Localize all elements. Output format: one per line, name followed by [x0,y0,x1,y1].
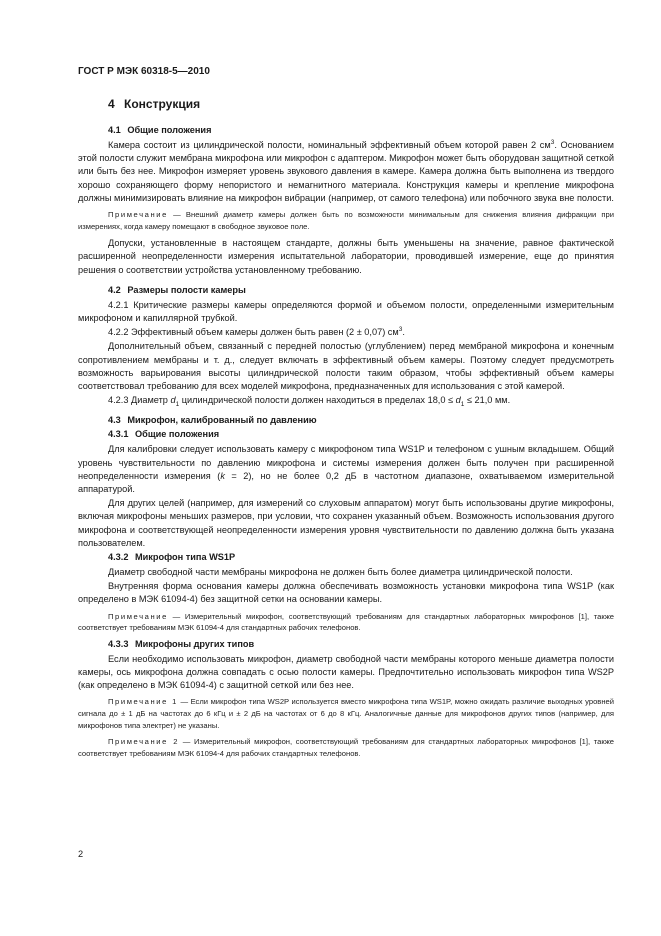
paragraph-4-3-2-2: Внутренняя форма основания камеры должна обеспечивать возможность установки микрофона типа WS1P (как определено в МЭК 61094-4) без защитной сетки на основании камеры. [78,581,614,605]
section-number: 4 [108,97,115,111]
subsection-heading-4-2 [108,285,614,295]
note-text: — Измерительный микрофон, соответствующий требованиям для стандартных лабораторных микрофонов [1], также соответствует требованиям МЭК 61094-4 для рабочих стандартных телефонов. [78,737,614,758]
document-header: ГОСТ Р МЭК 60318-5—2010 [78,66,210,77]
symbol-k: k [220,470,225,481]
subsection-title: Микрофон, калиброванный по давлению [127,415,317,426]
subscript: 1 [175,401,180,409]
note-label: Примечание [108,611,168,621]
subsection-title: Размеры полости камеры [127,284,246,295]
text-run: 4.2.3 Диаметр [108,395,171,406]
paragraph-4-2-2 [78,326,614,339]
subsection-number: 4.3 [108,415,121,426]
note-label: Примечание 2 [108,737,180,747]
text-run: Для калибровки следует использовать камеру с микрофоном типа WS1P и телефоном с ушным вкладышем. Общий уровень чувствительности по давлению микрофона и системы измерения должен быть получен при расширенной неопределенности измерения ( [78,444,614,481]
paragraph-4-2-1: 4.2.1 Критические размеры камеры определяются формой и объемом полости, определенными измерительным микрофоном и капиллярной трубкой. [78,299,614,324]
paragraph-4-1-1 [78,139,614,205]
subscript: 1 [460,401,465,409]
superscript: 3 [398,326,403,334]
subsection-title: Общие положения [135,429,220,440]
text-run: = 2), но не более 0,2 дБ в частотном диапазоне, охватываемом измерительной аппаратурой. [78,470,614,495]
text-run: ≤ 21,0 мм. [464,395,511,406]
symbol-d: d [170,395,176,406]
subsection-title: Общие положения [127,125,212,135]
symbol-d: d [455,395,461,406]
paragraph-4-3-2-1: Диаметр свободной части мембраны микрофона не должен быть более диаметра цилиндрической полости. [108,567,573,578]
subsection-number: 4.3.1 [108,429,129,440]
document-page [78,66,614,764]
paragraph-4-2-2-extra: Дополнительный объем, связанный с передней полостью (углублением) перед мембраной микрофона и конечным сопротивлением мембраны и т. д., следует включать в эффективный объем камеры. Поэтому следует предусмотреть возможность варьирования высоты цилиндрической полости таким образом, чтобы эффективный объем камеры соответствовал требованию для всех моделей микрофона, предназначенных для использования с этой камерой. [78,341,614,392]
section-title [108,97,614,111]
note-4-3-3-2 [78,736,614,759]
note-4-1 [78,209,614,232]
superscript: 3 [550,138,555,146]
text-run: цилиндрической полости должен находиться в пределах 18,0 ≤ [179,395,456,406]
page-number: 2 [78,849,84,859]
note-4-3-3-1 [78,696,614,731]
subsection-number: 4.3.2 [108,552,129,563]
subsection-number: 4.3.3 [108,638,129,649]
note-4-3-2 [78,611,614,634]
note-text: — Если микрофон типа WS2P используется вместо микрофона типа WS1P, можно ожидать различие выходных уровней сигнала до ± 1 дБ на частотах до 6 кГц и ± 2 дБ на частотах от 6 до 8 кГц. Аналогичные данные для микрофонов других типов (например, для микрофонов типа электрет) не указаны. [78,697,614,730]
text-run: 4.2.2 Эффективный объем камеры должен быть равен (2 ± 0,07) см [108,327,399,338]
subsection-heading-4-3-2 [108,552,614,562]
subsection-title: Микрофоны других типов [135,638,255,649]
subsection-heading-4-3 [108,415,614,425]
note-label: Примечание 1 [108,697,178,707]
note-text: — Внешний диаметр камеры должен быть по возможности минимальным для снижения влияния дифракции при измерениях, когда камеру помещают в свободное звуковое поле. [78,210,614,231]
subsection-number: 4.2 [108,284,121,295]
note-text: — Измерительный микрофон, соответствующий требованиям для стандартных лабораторных микрофонов [1], также соответствует требованиям МЭК 61094-4 для стандартных рабочих телефонов. [78,611,614,633]
paragraph-4-2-3 [78,394,614,407]
subsection-title: Микрофон типа WS1P [135,552,236,563]
text-run: . Основанием этой полости служит мембрана микрофона или микрофон с адаптером. Микрофон может быть оборудован защитной сеткой или быть без нее. Микрофон измеряет уровень звукового давления в камере. Камера должна быть выполнена из твердого хорошо сохраняющего форму непористого и немагнитного материала. Конструкция камеры и крепление микрофона должны минимизировать влияние на микрофон вибрации (например, от самого телефона) или побочного звука вне полости. [78,140,614,203]
subsection-heading-4-1 [108,125,614,135]
paragraph-4-3-1-1 [78,443,614,496]
note-label: Примечание [108,210,168,220]
text-run: . [402,327,405,338]
subsection-number: 4.1 [108,125,121,135]
paragraph-4-3-1-2: Для других целей (например, для измерений со слуховым аппаратом) могут быть использованы другие микрофоны, включая микрофоны меньших размеров, при условии, что сохранен указанный объем. Возможность использования другого микрофона и соответствующей неопределенности измерения уровня чувствительности по давлению должна быть указана пользователем. [78,498,614,548]
subsection-heading-4-3-1 [108,429,614,439]
section-title-text: Конструкция [124,97,201,111]
paragraph-4-3-3: Если необходимо использовать микрофон, диаметр свободной части мембраны которого меньше диаметра полости камеры, ось микрофона должна совпадать с осью полости камеры. Предпочтительно использовать микрофон типа WS2P (как определено в МЭК 61094-4) с защитной сеткой или без нее. [78,653,614,691]
subsection-heading-4-3-3 [108,639,614,649]
paragraph-4-1-2: Допуски, установленные в настоящем стандарте, должны быть уменьшены на значение, равное фактической расширенной неопределенности измерения испытательной лаборатории, проводившей измерение, еще до принятия решения о соответствии устройства установленному требованию. [78,238,614,275]
text-run: Камера состоит из цилиндрической полости, номинальный эффективный объем которой равен 2 см [108,140,551,150]
